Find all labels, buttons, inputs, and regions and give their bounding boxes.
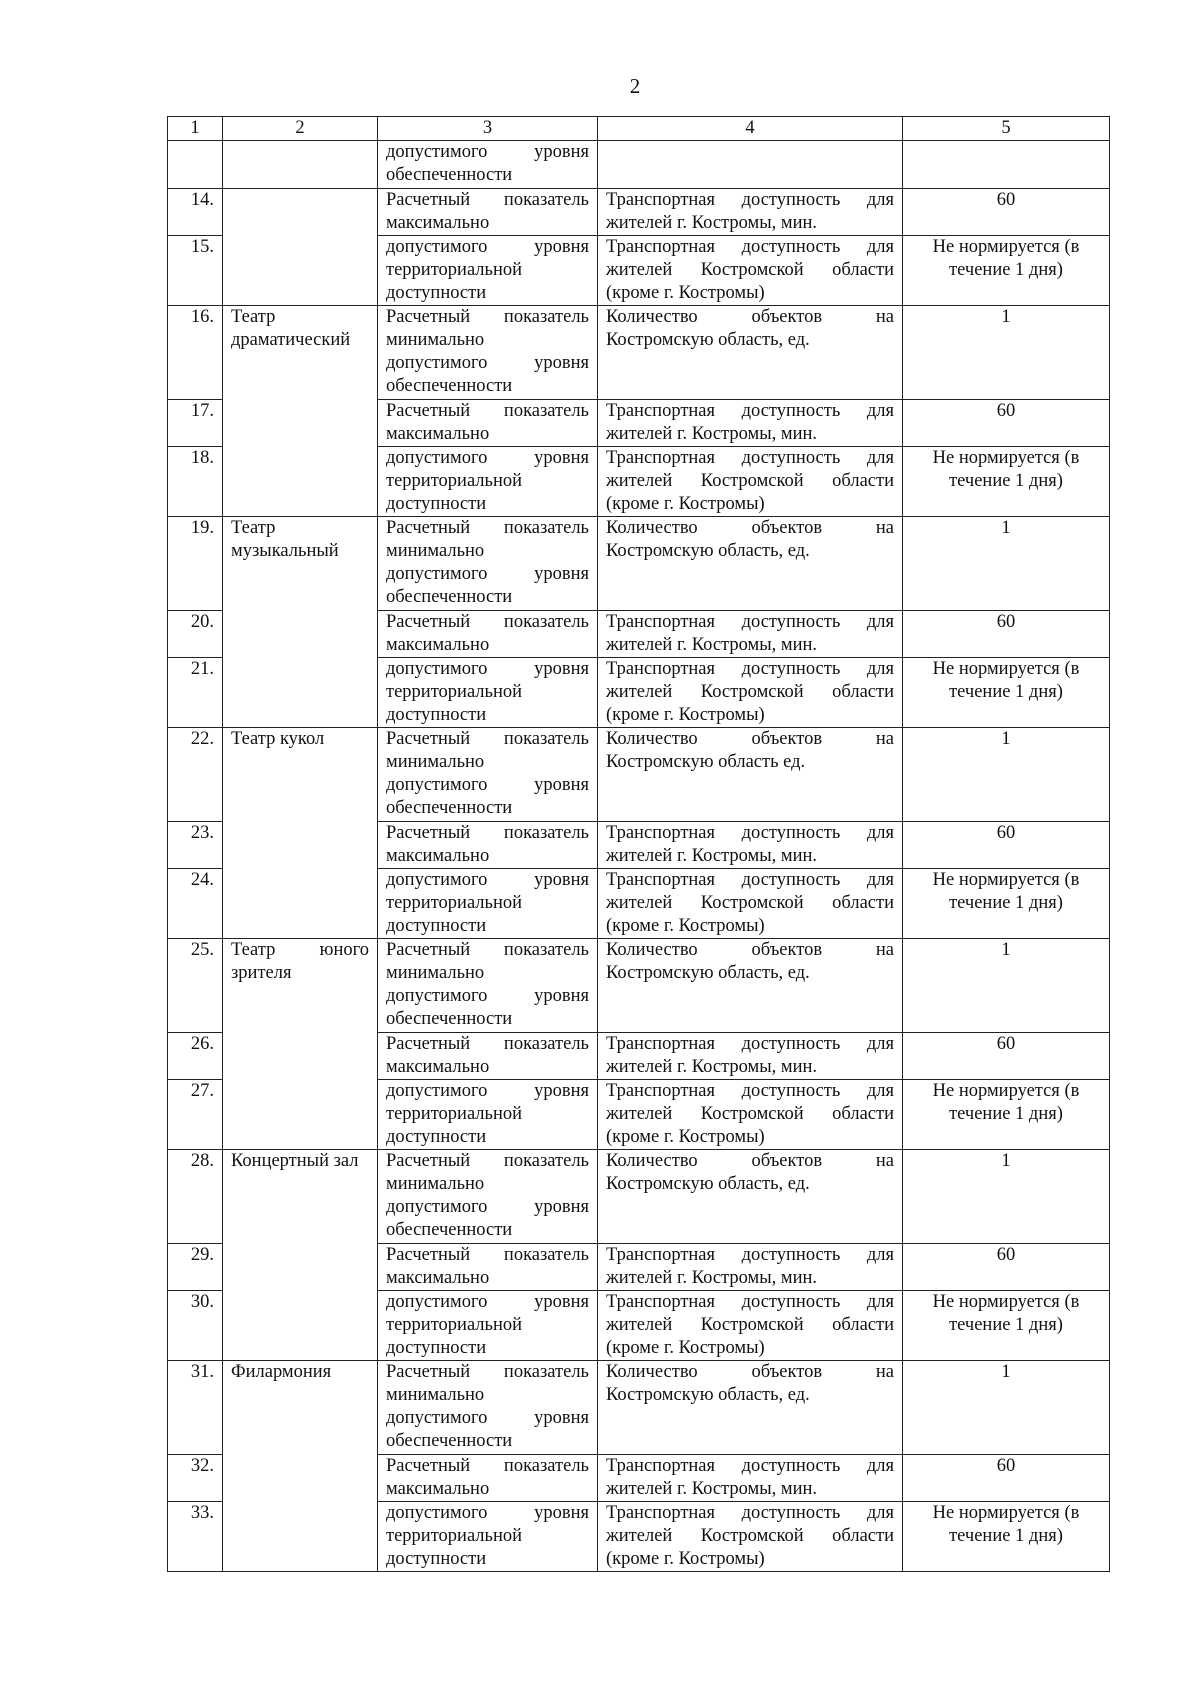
facility-name: [223, 189, 378, 306]
value-cell: 60: [903, 1455, 1110, 1502]
indicator-cell: Расчетный показатель максимально: [378, 1455, 598, 1502]
description-cell: Транспортная доступность для жителей Костромской области (кроме г. Костромы): [598, 658, 903, 728]
table-row: [168, 1361, 1110, 1455]
table-row: [168, 141, 1110, 189]
row-number: 30.: [168, 1291, 223, 1361]
table-row: [168, 939, 1110, 1033]
description-cell: Количество объектов на Костромскую область, ед.: [598, 306, 903, 400]
table-row: [168, 1150, 1110, 1244]
indicator-cell: Расчетный показатель максимально: [378, 400, 598, 447]
indicator-cell: Расчетный показатель максимально: [378, 822, 598, 869]
facility-name: Театр кукол: [223, 728, 378, 939]
row-number: 16.: [168, 306, 223, 400]
indicator-cell: допустимого уровня территориальной доступности: [378, 1502, 598, 1572]
row-number: 31.: [168, 1361, 223, 1455]
table-row: [168, 306, 1110, 400]
description-cell: Транспортная доступность для жителей г. Костромы, мин.: [598, 822, 903, 869]
indicator-cell: допустимого уровня территориальной доступности: [378, 447, 598, 517]
indicator-cell: Расчетный показатель минимально допустимого уровня обеспеченности: [378, 306, 598, 400]
value-cell: 60: [903, 822, 1110, 869]
description-cell: Транспортная доступность для жителей г. Костромы, мин.: [598, 1455, 903, 1502]
value-cell: [903, 141, 1110, 189]
table-row: [168, 189, 1110, 236]
facility-name: Театр юного зрителя: [223, 939, 378, 1150]
row-number: 15.: [168, 236, 223, 306]
indicator-cell: Расчетный показатель минимально допустимого уровня обеспеченности: [378, 939, 598, 1033]
indicator-cell: Расчетный показатель максимально: [378, 1244, 598, 1291]
row-number: 26.: [168, 1033, 223, 1080]
row-number: 27.: [168, 1080, 223, 1150]
indicator-cell: допустимого уровня обеспеченности: [378, 141, 598, 189]
row-number: 21.: [168, 658, 223, 728]
indicator-cell: Расчетный показатель минимально допустимого уровня обеспеченности: [378, 1361, 598, 1455]
description-cell: Транспортная доступность для жителей Костромской области (кроме г. Костромы): [598, 869, 903, 939]
value-cell: Не нормируется (в течение 1 дня): [903, 1502, 1110, 1572]
value-cell: Не нормируется (в течение 1 дня): [903, 236, 1110, 306]
facility-name: Театр музыкальный: [223, 517, 378, 728]
description-cell: Транспортная доступность для жителей г. Костромы, мин.: [598, 1244, 903, 1291]
row-number: 28.: [168, 1150, 223, 1244]
indicator-cell: допустимого уровня территориальной доступности: [378, 869, 598, 939]
value-cell: 1: [903, 728, 1110, 822]
column-header: 1: [168, 117, 223, 141]
description-cell: Транспортная доступность для жителей Костромской области (кроме г. Костромы): [598, 1080, 903, 1150]
standards-table: [167, 116, 1110, 1572]
indicator-cell: допустимого уровня территориальной доступности: [378, 1080, 598, 1150]
value-cell: 60: [903, 1033, 1110, 1080]
description-cell: Транспортная доступность для жителей г. Костромы, мин.: [598, 400, 903, 447]
description-cell: Количество объектов на Костромскую область, ед.: [598, 939, 903, 1033]
row-number: 29.: [168, 1244, 223, 1291]
value-cell: 60: [903, 611, 1110, 658]
indicator-cell: Расчетный показатель минимально допустимого уровня обеспеченности: [378, 728, 598, 822]
column-header: 4: [598, 117, 903, 141]
value-cell: Не нормируется (в течение 1 дня): [903, 869, 1110, 939]
table-row: [168, 728, 1110, 822]
value-cell: Не нормируется (в течение 1 дня): [903, 658, 1110, 728]
page-number: 2: [629, 74, 641, 98]
description-cell: Транспортная доступность для жителей г. Костромы, мин.: [598, 611, 903, 658]
value-cell: 60: [903, 1244, 1110, 1291]
row-number: 32.: [168, 1455, 223, 1502]
table-row: [168, 517, 1110, 611]
description-cell: Количество объектов на Костромскую область, ед.: [598, 1361, 903, 1455]
column-header: 3: [378, 117, 598, 141]
row-number: 18.: [168, 447, 223, 517]
row-number: 33.: [168, 1502, 223, 1572]
value-cell: Не нормируется (в течение 1 дня): [903, 447, 1110, 517]
description-cell: Транспортная доступность для жителей Костромской области (кроме г. Костромы): [598, 447, 903, 517]
indicator-cell: Расчетный показатель максимально: [378, 189, 598, 236]
indicator-cell: допустимого уровня территориальной доступности: [378, 658, 598, 728]
value-cell: 1: [903, 306, 1110, 400]
indicator-cell: допустимого уровня территориальной доступности: [378, 236, 598, 306]
indicator-cell: допустимого уровня территориальной доступности: [378, 1291, 598, 1361]
description-cell: Количество объектов на Костромскую область ед.: [598, 728, 903, 822]
row-number: [168, 141, 223, 189]
value-cell: 1: [903, 1361, 1110, 1455]
indicator-cell: Расчетный показатель минимально допустимого уровня обеспеченности: [378, 517, 598, 611]
value-cell: Не нормируется (в течение 1 дня): [903, 1080, 1110, 1150]
indicator-cell: Расчетный показатель максимально: [378, 1033, 598, 1080]
row-number: 14.: [168, 189, 223, 236]
column-header: 2: [223, 117, 378, 141]
value-cell: 60: [903, 189, 1110, 236]
value-cell: 1: [903, 517, 1110, 611]
column-number-row: [168, 117, 1110, 141]
description-cell: Количество объектов на Костромскую область, ед.: [598, 1150, 903, 1244]
description-cell: Транспортная доступность для жителей г. Костромы, мин.: [598, 1033, 903, 1080]
description-cell: Транспортная доступность для жителей Костромской области (кроме г. Костромы): [598, 236, 903, 306]
row-number: 23.: [168, 822, 223, 869]
description-cell: Транспортная доступность для жителей Костромской области (кроме г. Костромы): [598, 1291, 903, 1361]
indicator-cell: Расчетный показатель минимально допустимого уровня обеспеченности: [378, 1150, 598, 1244]
description-cell: Транспортная доступность для жителей Костромской области (кроме г. Костромы): [598, 1502, 903, 1572]
facility-name: [223, 141, 378, 189]
indicator-cell: Расчетный показатель максимально: [378, 611, 598, 658]
facility-name: Филармония: [223, 1361, 378, 1572]
column-header: 5: [903, 117, 1110, 141]
value-cell: Не нормируется (в течение 1 дня): [903, 1291, 1110, 1361]
row-number: 25.: [168, 939, 223, 1033]
description-cell: Количество объектов на Костромскую область, ед.: [598, 517, 903, 611]
row-number: 24.: [168, 869, 223, 939]
row-number: 20.: [168, 611, 223, 658]
facility-name: Театр драматический: [223, 306, 378, 517]
row-number: 19.: [168, 517, 223, 611]
row-number: 22.: [168, 728, 223, 822]
description-cell: Транспортная доступность для жителей г. Костромы, мин.: [598, 189, 903, 236]
row-number: 17.: [168, 400, 223, 447]
value-cell: 1: [903, 1150, 1110, 1244]
value-cell: 60: [903, 400, 1110, 447]
facility-name: Концертный зал: [223, 1150, 378, 1361]
value-cell: 1: [903, 939, 1110, 1033]
description-cell: [598, 141, 903, 189]
